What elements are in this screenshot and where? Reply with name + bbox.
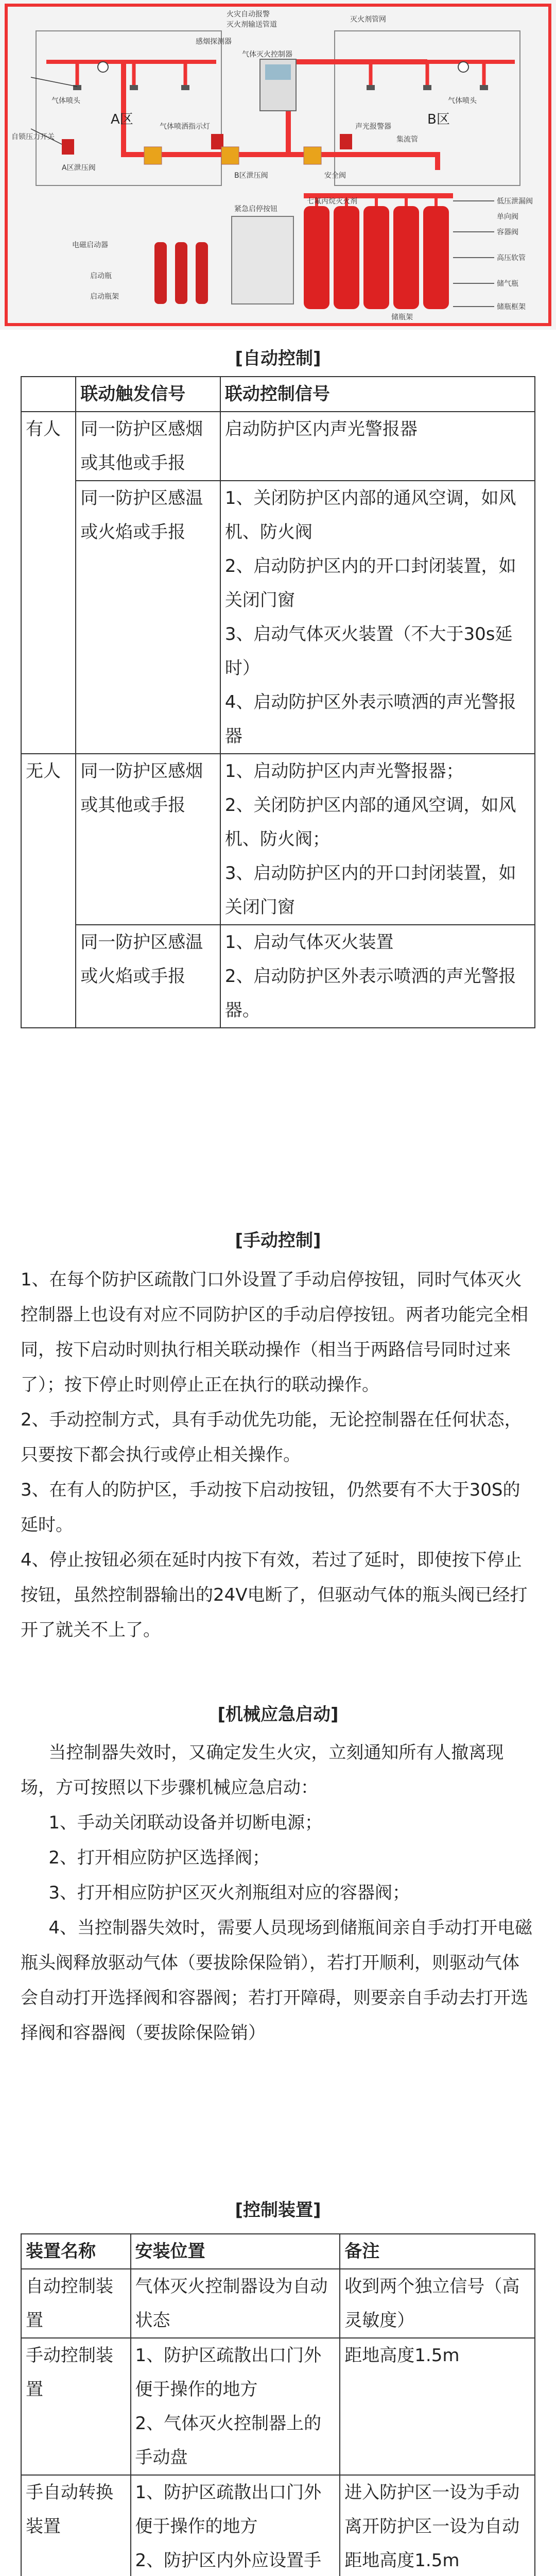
alarm-cabinet [232, 216, 293, 304]
table-row [21, 2475, 535, 2576]
trigger-cell: 同一防护区感烟或其他或手报 [76, 412, 220, 481]
device-location-cell [131, 2475, 340, 2576]
device-name-cell: 手自动转换装置 [21, 2475, 131, 2576]
diagram-label-alarm-bell: 声光报警器 [355, 123, 391, 131]
table-row [21, 2269, 535, 2338]
table-header-row [21, 2234, 535, 2269]
mech-paragraph: 4、当控制器失效时，需要人员现场到储瓶间亲自手动打开电磁瓶头阀释放驱动气体（要拔除保险销），若打开顺利，则驱动气体会自动打开选择阀和容器阀；若打开障碍，则要亲自手动去打开选择阀和容器阀（要拔除保险销） [21, 1918, 533, 2043]
location-line: 2、防护区内外应设置手 [135, 2550, 322, 2571]
table-row [21, 2338, 535, 2475]
location-line: 气体灭火控制器设为自动状态 [135, 2276, 328, 2331]
manual-paragraph: 1、在每个防护区疏散门口外设置了手动启停按钮，同时气体灭火控制器上也设有对应不同防护区的手动启停按钮。两者功能完全相同，按下启动时则执行相关联动操作（相当于两路信号同时过来了）；按下停止时则停止正在执行的联动操作。 [21, 1269, 528, 1395]
starter-bottles [154, 242, 208, 304]
diagram-label-gas-horn: 气体喷洒指示灯 [160, 123, 210, 131]
table-header-cell: 安装位置 [131, 2234, 340, 2269]
location-line: 2、气体灭火控制器上的手动盘 [135, 2413, 322, 2468]
device-note-cell [340, 2475, 535, 2576]
diagram-label-zone-b: B区 [427, 112, 450, 127]
action-cell [220, 481, 535, 754]
mech-paragraph: 1、手动关闭联动设备并切断电源； [48, 1812, 323, 1833]
action-line: 2、启动防护区外表示喷洒的声光警报器。 [224, 966, 516, 1021]
detector-icon [98, 62, 108, 72]
diagram-label-safety-valve: 安全阀 [324, 172, 346, 180]
trigger-cell: 同一防护区感温或火焰或手报 [76, 925, 220, 1028]
action-line: 1、关闭防护区内部的通风空调，如风机、防火阀 [224, 488, 516, 543]
action-line: 4、启动防护区外表示喷洒的声光警报器 [224, 692, 516, 747]
auto-control-table [21, 376, 535, 1028]
diagram-label-check-valve: 单向阀 [497, 213, 518, 221]
device-location-cell [131, 2338, 340, 2475]
table-row [21, 754, 535, 925]
note-line: 进入防护区一设为手动 [344, 2482, 520, 2503]
diagram-label-alarm: 紧急启停按钮 [234, 205, 277, 213]
action-line: 1、启动防护区内声光警报器； [224, 761, 464, 782]
manual-paragraph: 4、停止按钮必须在延时内按下有效，若过了延时，即使按下停止按钮，虽然控制器输出的24V电断了，但驱动气体的瓶头阀已经打开了就关不上了。 [21, 1550, 528, 1640]
device-note-cell [340, 2338, 535, 2475]
note-line: 距地高度1.5m [344, 2345, 460, 2366]
diagram-label-pressure-switch: 自锁压力开关 [11, 133, 55, 141]
diagram-label-gas-nozzle-b: 气体喷头 [448, 97, 477, 105]
table-header-cell [21, 377, 76, 412]
table-header-cell: 联动触发信号 [76, 377, 220, 412]
diagram-label-control-panel: 气体灭火控制器 [242, 50, 292, 59]
device-table [21, 2233, 535, 2576]
detector-icon [458, 62, 468, 72]
diagram-label-collector: 集流管 [396, 135, 418, 144]
group-label-cell: 有人 [21, 412, 76, 754]
mech-section-title: [机械应急启动] [217, 1704, 339, 1725]
action-cell [220, 412, 535, 481]
table-header-row [21, 377, 535, 412]
mech-paragraph: 3、打开相应防护区灭火剂瓶组对应的容器阀； [48, 1883, 410, 1903]
action-line: 2、关闭防护区内部的通风空调，如风机、防火阀； [224, 795, 516, 850]
location-line: 1、防护区疏散出口门外便于操作的地方 [135, 2482, 322, 2537]
diagram-label-top-sign: 火灾自动报警 [227, 10, 270, 19]
location-line: 1、防护区疏散出口门外便于操作的地方 [135, 2345, 322, 2400]
alarm-bell-icon [62, 139, 74, 155]
action-line: 2、启动防护区内的开口封闭装置，如关闭门窗 [224, 556, 516, 611]
diagram-label-low-pressure: 低压泄漏阀 [497, 197, 533, 206]
table-header-cell: 联动控制信号 [220, 377, 535, 412]
manual-text [21, 1262, 535, 1648]
action-cell [220, 925, 535, 1028]
diagram-label-b-vent: B区泄压阀 [234, 172, 268, 180]
device-name-cell: 手动控制装置 [21, 2338, 131, 2475]
group-label-cell: 无人 [21, 754, 76, 1028]
action-line: 3、启动防护区内的开口封闭装置，如关闭门窗 [224, 863, 516, 918]
mech-paragraph: 当控制器失效时，又确定发生火灾，立刻通知所有人撤离现场，方可按照以下步骤机械应急启动： [21, 1742, 504, 1798]
manual-section-title: [手动控制] [235, 1230, 321, 1251]
diagram-label-a-vent: A区泄压阀 [62, 164, 96, 172]
action-line: 启动防护区内声光警报器 [224, 419, 418, 439]
auto-section-title: [自动控制] [235, 348, 321, 369]
action-line: 3、启动气体灭火装置（不大于30s延时） [224, 624, 513, 679]
control-panel-screen [265, 64, 291, 80]
diagram-label-bottle-rack: 储瓶架 [391, 313, 413, 321]
diagram-label-gas-bottle: 储气瓶 [497, 280, 518, 288]
table-header-cell: 备注 [340, 2234, 535, 2269]
table-row [21, 412, 535, 481]
manual-paragraph: 3、在有人的防护区，手动按下启动按钮，仍然要有不大于30S的延时。 [21, 1480, 520, 1535]
diagram-label-zone-a: A区 [111, 112, 133, 127]
trigger-cell: 同一防护区感温或火焰或手报 [76, 481, 220, 754]
alarm-bell-icon [340, 134, 352, 149]
table-header-cell: 装置名称 [21, 2234, 131, 2269]
note-line: 离开防护区一设为自动 [344, 2516, 520, 2537]
diagram-label-starter-bottle: 启动瓶 [90, 272, 112, 280]
diagram-label-container-valve: 容器阀 [497, 228, 518, 236]
action-cell [220, 754, 535, 925]
manual-paragraph: 2、手动控制方式，具有手动优先功能，无论控制器在任何状态，只要按下都会执行或停止相关操作。 [21, 1410, 522, 1465]
system-diagram-svg [0, 0, 556, 330]
diagram-label-storage-rack: 储瓶框架 [497, 303, 526, 311]
diagram-label-top-sign2: 灭火剂管网 [350, 15, 386, 24]
device-note-cell [340, 2269, 535, 2338]
table-row [21, 481, 535, 754]
diagram-label-detector: 感烟探测器 [196, 38, 232, 46]
diagram-label-starter-rack: 启动瓶架 [90, 293, 119, 301]
device-section-title: [控制装置] [235, 2200, 321, 2221]
system-diagram [0, 0, 556, 330]
mech-paragraph: 2、打开相应防护区选择阀； [48, 1848, 270, 1868]
diagram-label-cylinder-text: 七氟丙烷灭火剂 [307, 197, 357, 206]
diagram-label-hose: 高压软管 [497, 254, 526, 262]
note-line: 距地高度1.5m [344, 2550, 460, 2571]
diagram-label-pipe-network: 灭火剂输送管道 [227, 21, 277, 29]
action-line: 1、启动气体灭火装置 [224, 932, 394, 953]
mech-text [21, 1735, 535, 2050]
agent-cylinders [304, 206, 449, 309]
diagram-label-gas-nozzle-a: 气体喷头 [51, 97, 80, 105]
device-name-cell: 自动控制装置 [21, 2269, 131, 2338]
diagram-label-release: 电磁启动器 [72, 241, 108, 249]
table-row [21, 925, 535, 1028]
trigger-cell: 同一防护区感烟或其他或手报 [76, 754, 220, 925]
device-location-cell [131, 2269, 340, 2338]
note-line: 收到两个独立信号（高灵敏度） [344, 2276, 520, 2331]
